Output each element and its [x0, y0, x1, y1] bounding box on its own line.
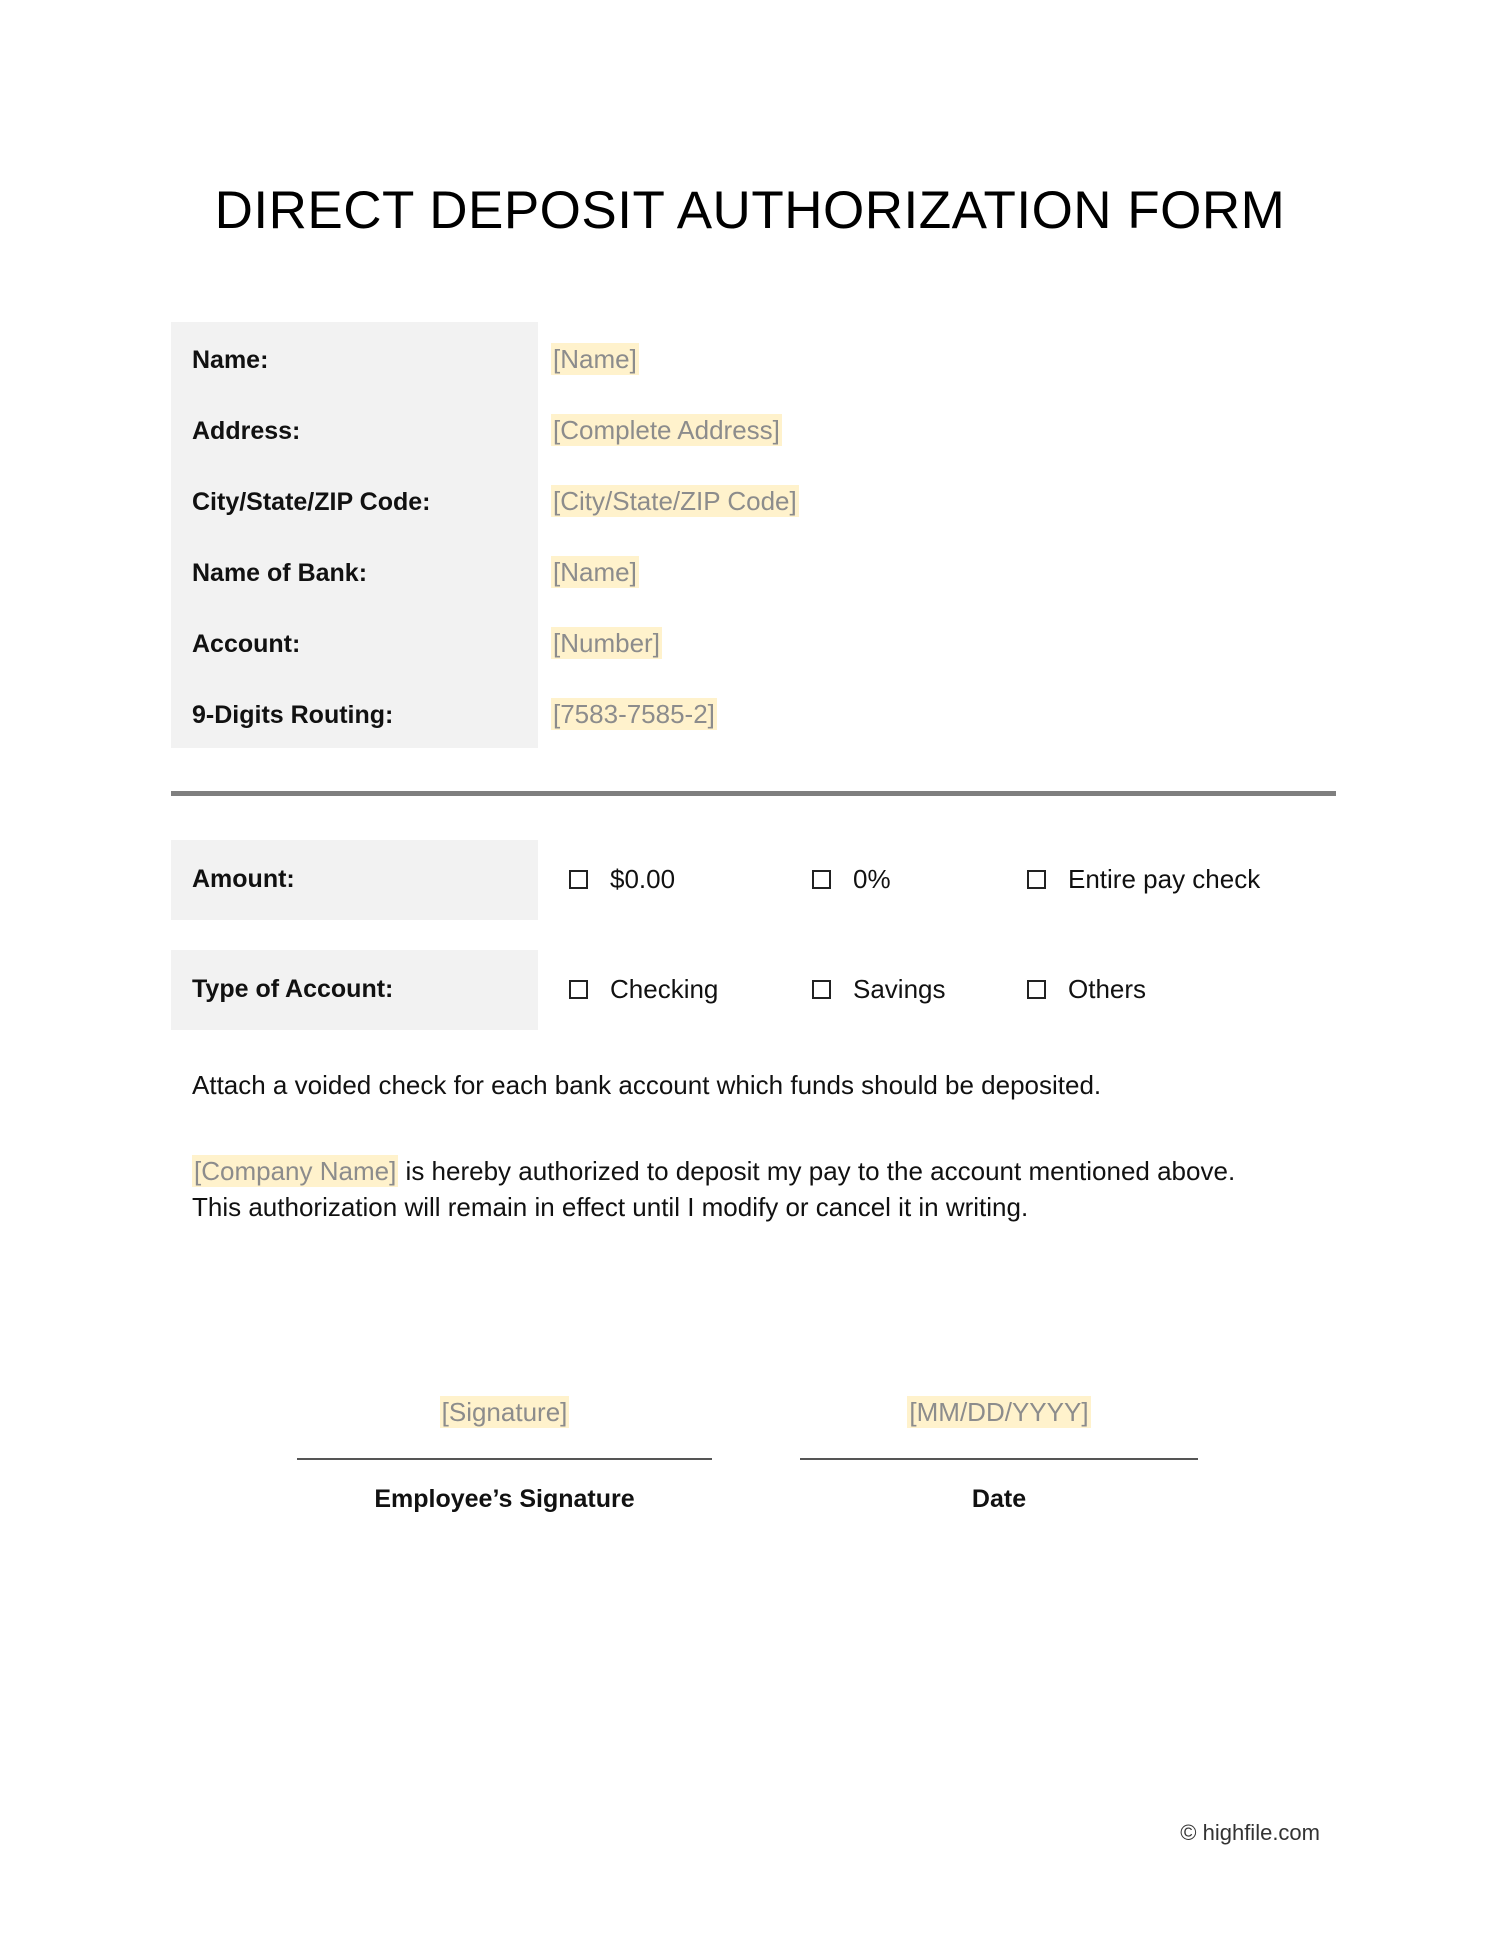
- amount-option-entire-label: Entire pay check: [1068, 864, 1261, 894]
- signature-field[interactable]: [297, 1397, 712, 1428]
- attach-note: Attach a voided check for each bank account which funds should be deposited.: [192, 1070, 1102, 1100]
- bank-name-field[interactable]: [551, 557, 639, 588]
- date-field[interactable]: [800, 1397, 1198, 1428]
- info-row-routing: [171, 687, 1336, 747]
- bank-name-placeholder[interactable]: [Name]: [553, 557, 637, 587]
- account-placeholder[interactable]: [Number]: [553, 628, 660, 658]
- info-row-account: [171, 616, 1336, 676]
- section-divider: [171, 791, 1336, 796]
- address-label: Address:: [192, 417, 301, 445]
- checkbox-amount-fixed[interactable]: [569, 870, 588, 889]
- checkbox-savings[interactable]: [812, 980, 831, 999]
- info-row-city-state-zip: [171, 474, 1336, 534]
- checkbox-amount-percent[interactable]: [812, 870, 831, 889]
- account-label: Account:: [192, 630, 301, 658]
- name-field[interactable]: [551, 344, 639, 375]
- signature-placeholder[interactable]: [Signature]: [441, 1397, 568, 1427]
- account-type-option-checking[interactable]: [569, 974, 718, 1005]
- bank-name-label: Name of Bank:: [192, 559, 368, 587]
- account-type-checking-label: Checking: [610, 974, 719, 1004]
- checkbox-checking[interactable]: [569, 980, 588, 999]
- signature-caption: Employee’s Signature: [374, 1485, 635, 1513]
- name-placeholder[interactable]: [Name]: [553, 344, 637, 374]
- routing-field[interactable]: [551, 699, 717, 730]
- city-state-zip-placeholder[interactable]: [City/State/ZIP Code]: [553, 486, 797, 516]
- account-type-option-others[interactable]: [1027, 974, 1146, 1005]
- city-state-zip-label: City/State/ZIP Code:: [192, 488, 431, 516]
- amount-label: Amount:: [192, 865, 295, 893]
- amount-option-percent-label: 0%: [853, 864, 891, 894]
- name-label: Name:: [192, 346, 269, 374]
- date-placeholder[interactable]: [MM/DD/YYYY]: [909, 1397, 1089, 1427]
- routing-placeholder[interactable]: [7583-7585-2]: [553, 699, 715, 729]
- account-type-option-savings[interactable]: [812, 974, 946, 1005]
- account-field[interactable]: [551, 628, 662, 659]
- authorization-text: [192, 1153, 1235, 1225]
- amount-option-fixed-label: $0.00: [610, 864, 676, 894]
- info-row-address: [171, 403, 1336, 463]
- footer-copyright: © highfile.com: [1180, 1820, 1320, 1845]
- city-state-zip-field[interactable]: [551, 486, 799, 517]
- account-type-label: Type of Account:: [192, 975, 394, 1003]
- signature-line: [297, 1458, 712, 1460]
- amount-option-fixed[interactable]: [569, 864, 675, 895]
- checkbox-amount-entire[interactable]: [1027, 870, 1046, 889]
- authorization-line2: This authorization will remain in effect until I modify or cancel it in writing.: [192, 1192, 1029, 1222]
- amount-option-percent[interactable]: [812, 864, 891, 895]
- address-field[interactable]: [551, 415, 782, 446]
- date-caption: Date: [971, 1485, 1027, 1513]
- amount-row: [171, 840, 1336, 920]
- company-name-placeholder[interactable]: [Company Name]: [194, 1156, 397, 1186]
- account-type-row: [171, 950, 1336, 1030]
- info-row-name: [171, 332, 1336, 392]
- address-placeholder[interactable]: [Complete Address]: [553, 415, 780, 445]
- authorization-line1: is hereby authorized to deposit my pay to the account mentioned above.: [398, 1156, 1236, 1186]
- checkbox-others[interactable]: [1027, 980, 1046, 999]
- account-type-savings-label: Savings: [853, 974, 946, 1004]
- amount-label-box: [171, 840, 538, 920]
- date-line: [800, 1458, 1198, 1460]
- account-type-others-label: Others: [1068, 974, 1147, 1004]
- routing-label: 9-Digits Routing:: [192, 701, 394, 729]
- account-type-label-box: [171, 950, 538, 1030]
- amount-option-entire[interactable]: [1027, 864, 1260, 895]
- info-row-bank-name: [171, 545, 1336, 605]
- form-title: DIRECT DEPOSIT AUTHORIZATION FORM: [214, 181, 1286, 240]
